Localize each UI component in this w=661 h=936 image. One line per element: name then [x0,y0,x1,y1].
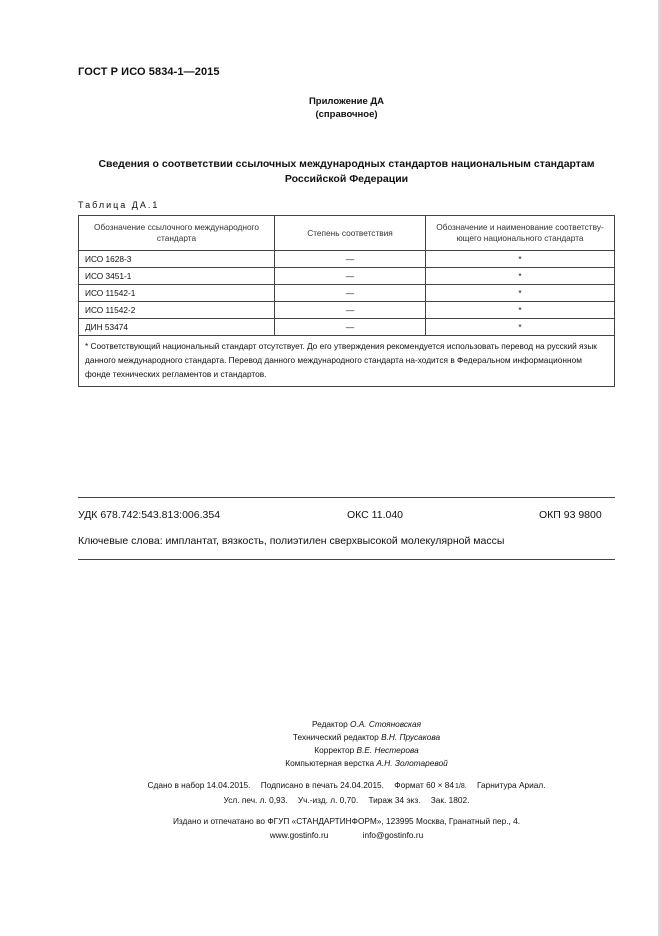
table-cell: ИСО 11542-1 [79,285,275,302]
credit-layout [0,757,661,770]
imprint-pub-sheets: Уч.-изд. л. 0,70. [297,795,359,805]
appendix-subtitle: (справочное) [315,109,378,120]
document-code: ГОСТ Р ИСО 5834-1—2015 [78,66,220,78]
credit-label: Корректор [314,745,355,755]
imprint-sent: Сдано в набор 14.04.2015. [147,780,251,790]
imprint-format-fraction: 1/8. [455,783,467,790]
table-caption: Таблица ДА.1 [78,200,160,210]
credit-name: А.Н. Золотаревой [376,758,448,768]
table-header-row [79,216,615,251]
imprint-signed: Подписано в печать 24.04.2015. [260,780,384,790]
table-row [79,319,615,336]
table-cell: * [426,285,615,302]
credit-editor [0,718,661,731]
table-row [79,302,615,319]
table-cell: — [275,319,426,336]
imprint-email: info@gostinfo.ru [362,830,424,840]
imprint-format-main: Формат 60 × 84 [394,780,454,790]
section-title-line-2: Российской Федерации [284,173,409,185]
credit-tech-editor [0,731,661,744]
credit-corrector [0,744,661,757]
header-cell: Степень соответствия [275,216,426,251]
table-cell: * [426,251,615,268]
credit-name: О.А. Стояновская [350,719,422,729]
credit-label: Технический редактор [292,732,379,742]
table-cell: — [275,251,426,268]
okp-code: ОКП 93 9800 [539,509,602,521]
table-row [79,268,615,285]
credit-label: Редактор [311,719,348,729]
reference-table [78,215,615,387]
imprint-line-2 [0,795,661,805]
table-cell: ДИН 53474 [79,319,275,336]
imprint-font: Гарнитура Ариал. [477,780,546,790]
table-row [79,251,615,268]
appendix-heading [0,95,661,121]
imprint-publisher: Издано и отпечатано во ФГУП «СТАНДАРТИНФОРМ», 123995 Москва, Гранатный пер., 4. [172,816,521,826]
table-cell: * [426,302,615,319]
table-cell: — [275,285,426,302]
imprint-print-sheets: Усл. печ. л. 0,93. [223,795,288,805]
divider-bottom [78,559,615,560]
header-cell: Обозначение и наименование соответству-ющего национального стандарта [426,216,615,251]
divider-top [78,497,615,498]
table-footnote-row [79,336,615,387]
table-cell: * [426,268,615,285]
credit-label: Компьютерная верстка [285,758,375,768]
imprint-site: www.gostinfo.ru [269,830,329,840]
table-cell: ИСО 11542-2 [79,302,275,319]
credit-name: В.Е. Нестерова [356,745,419,755]
imprint-format [394,780,466,790]
table-cell: ИСО 1628-3 [79,251,275,268]
table-footnote: * Соответствующий национальный стандарт отсутствует. До его утверждения рекомендуется использовать перевод на русский язык данного международного стандарта. Перевод данного международного стандарта на-ходится в Федеральном информационном фонде технических регламентов и стандартов. [79,336,615,387]
section-title-line-1: Сведения о соответствии ссылочных международных стандартов национальным стандартам [98,158,595,170]
credit-name: В.Н. Прусакова [381,732,441,742]
appendix-title: Приложение ДА [308,96,385,107]
udk-code: УДК 678.742:543.813:006.354 [78,509,221,521]
table-cell: — [275,302,426,319]
table-cell: * [426,319,615,336]
imprint-order: Зак. 1802. [430,795,470,805]
section-title [78,157,615,187]
imprint-line-1 [0,780,661,790]
header-cell: Обозначение ссылочного международного стандарта [79,216,275,251]
imprint-contacts [0,830,661,840]
credits-block [0,718,661,770]
table-row [79,285,615,302]
imprint-copies: Тираж 34 экз. [368,795,421,805]
table-cell: ИСО 3451-1 [79,268,275,285]
keywords: Ключевые слова: имплантат, вязкость, полиэтилен сверхвысокой молекулярной массы [78,535,505,547]
oks-code: ОКС 11.040 [347,509,404,521]
table-cell: — [275,268,426,285]
